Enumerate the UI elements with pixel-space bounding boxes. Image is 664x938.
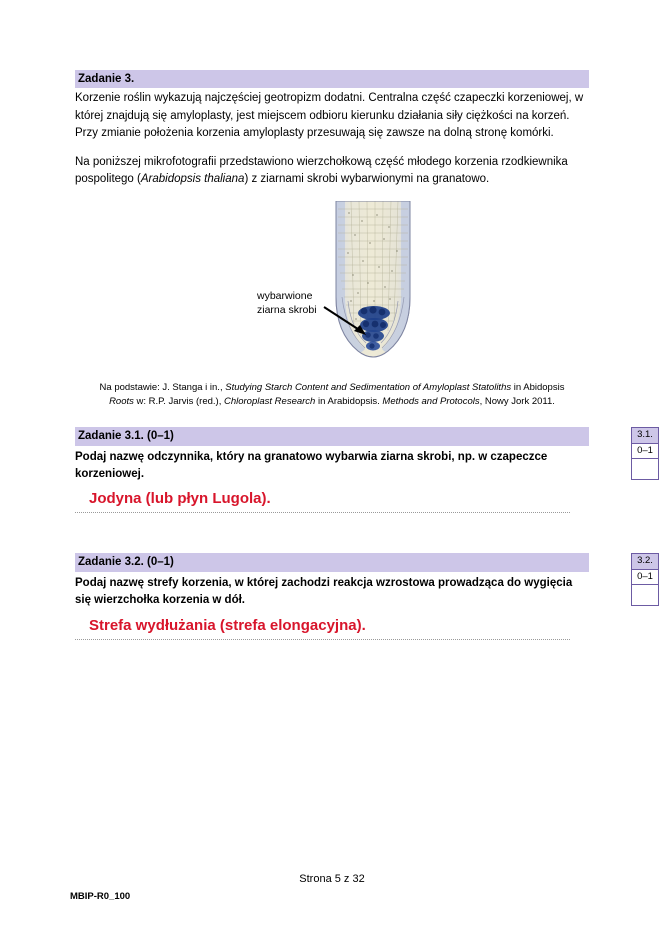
score-box-input-3-2[interactable] bbox=[631, 585, 659, 606]
answer-text-3-1: Jodyna (lub płyn Lugola). bbox=[89, 490, 271, 508]
question-header-3-1: Zadanie 3.1. (0–1) bbox=[75, 427, 589, 446]
figure-source bbox=[75, 381, 589, 410]
intro-paragraph-2-part2: ) z ziarnami skrobi wybarwionymi na granatowo. bbox=[244, 173, 490, 186]
task-intro bbox=[75, 90, 589, 188]
source-line2-c: , Nowy Jork 2011. bbox=[479, 395, 555, 407]
document-code: MBIP-R0_100 bbox=[70, 891, 131, 902]
arrow-icon bbox=[322, 301, 382, 341]
source-line1-a: Na podstawie: J. Stanga i in., bbox=[99, 381, 226, 393]
task-heading-label: Zadanie 3. bbox=[78, 73, 135, 85]
task-heading bbox=[75, 70, 589, 88]
question-block-3-2 bbox=[75, 553, 653, 639]
question-prompt-3-1: Podaj nazwę odczynnika, który na granatowo wybarwia ziarna skrobi, np. w czapeczce korzeniowej. bbox=[75, 451, 548, 480]
source-line1-italic: Studying Starch Content and Sedimentation of Amyloplast Statoliths bbox=[225, 381, 514, 393]
score-box-range-3-1: 0–1 bbox=[631, 444, 659, 459]
score-box-id-3-2: 3.2. bbox=[631, 553, 659, 569]
question-header-3-2: Zadanie 3.2. (0–1) bbox=[75, 553, 589, 572]
source-line2-italic-a: Roots bbox=[109, 395, 137, 407]
figure-container bbox=[75, 201, 589, 373]
figure-caption-label bbox=[257, 289, 317, 317]
page-content bbox=[75, 70, 653, 640]
source-line2-italic-b: Chloroplast Research bbox=[223, 395, 318, 407]
answer-text-3-2: Strefa wydłużania (strefa elongacyjna). bbox=[89, 616, 366, 634]
species-name: Arabidopsis thaliana bbox=[140, 173, 245, 186]
score-box-input-3-1[interactable] bbox=[631, 459, 659, 480]
figure-caption-line-1: wybarwione bbox=[257, 289, 313, 302]
question-prompt-3-2: Podaj nazwę strefy korzenia, w której zachodzi reakcja wzrostowa prowadząca do wygięcia się wierzchołka korzenia w dół. bbox=[75, 577, 573, 607]
score-box-3-2 bbox=[631, 553, 659, 606]
source-line2-b: in Arabidopsis. bbox=[317, 395, 383, 407]
question-block-3-1 bbox=[75, 427, 653, 513]
answer-line-3-2 bbox=[75, 638, 570, 640]
score-box-range-3-2: 0–1 bbox=[631, 570, 659, 585]
intro-paragraph-2-part1: Na poniższej mikrofotografii przedstawiono wierzchołkową część młodego korzenia rzodkiewnika pospolitego ( bbox=[75, 156, 568, 186]
source-line2-a: w: R.P. Jarvis (red.), bbox=[136, 395, 224, 407]
answer-line-3-1 bbox=[75, 511, 570, 513]
page-number: Strona 5 z 32 bbox=[299, 873, 365, 885]
source-line2-italic-c: Methods and Protocols bbox=[382, 395, 480, 407]
intro-paragraph-2 bbox=[75, 154, 589, 189]
figure-caption-line-2: ziarna skrobi bbox=[257, 303, 317, 316]
source-line1-b: in Abidopsis bbox=[513, 381, 565, 393]
score-box-3-1 bbox=[631, 427, 659, 480]
score-box-id-3-1: 3.1. bbox=[631, 427, 659, 443]
intro-paragraph-1: Korzenie roślin wykazują najczęściej geotropizm dodatni. Centralna część czapeczki korzeniowej, w której znajdują się amyloplasty, jest miejscem odbioru kierunku działania siły ciężkości na korzeń. Przy zmianie położenia korzenia amyloplasty przesuwają się zawsze na dolną stronę komórki. bbox=[75, 92, 584, 139]
